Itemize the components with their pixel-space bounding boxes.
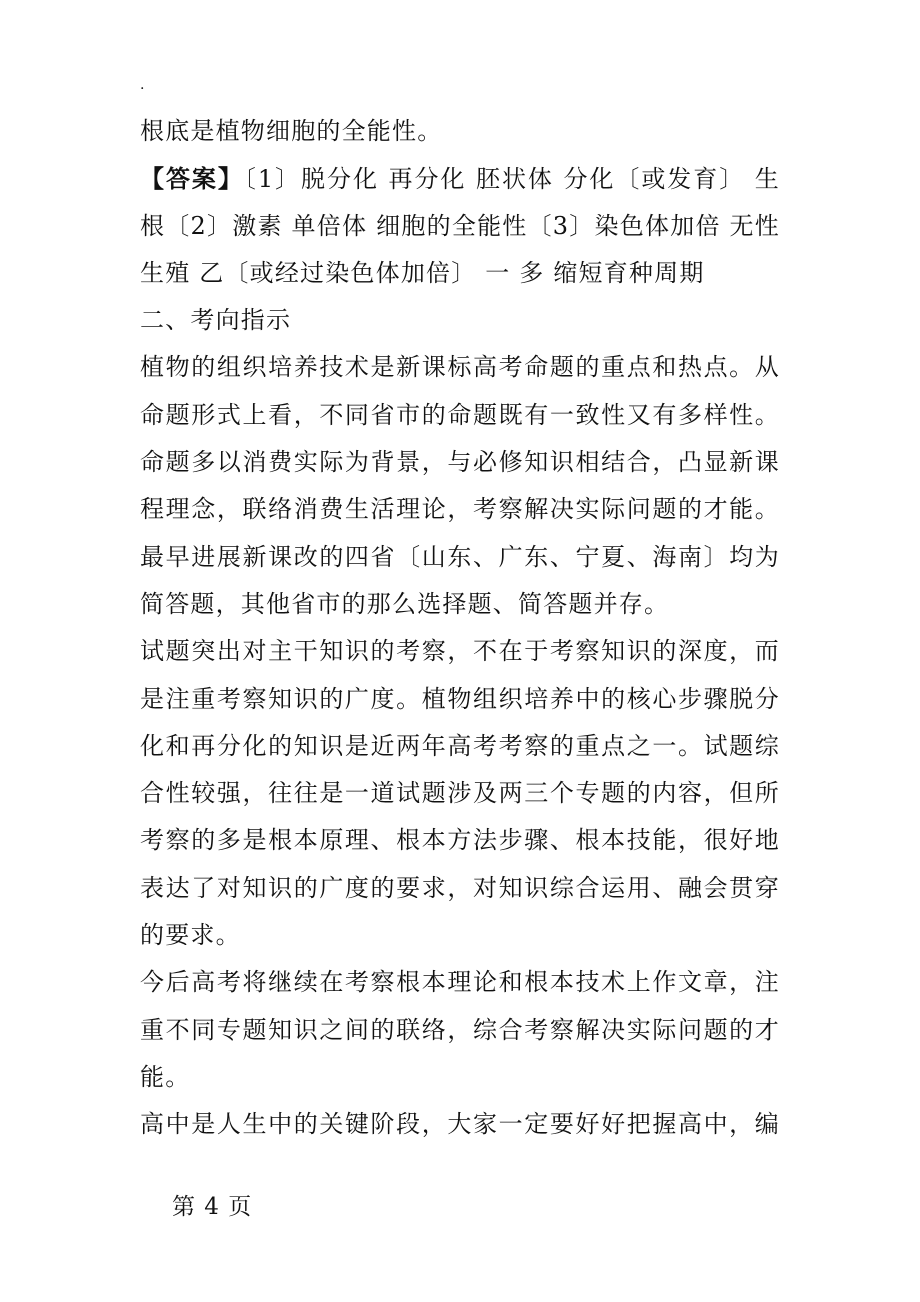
body-text bbox=[140, 108, 780, 1149]
text-line: 能。 bbox=[140, 1062, 191, 1091]
text-line: 命题多以消费实际为背景，与必修知识相结合，凸显新课 bbox=[140, 448, 780, 477]
text-line: 试题突出对主干知识的考察，不在于考察知识的深度，而 bbox=[140, 637, 780, 666]
text-line: 二、考向指示 bbox=[140, 306, 292, 335]
page-number: 第 4 页 bbox=[172, 1194, 253, 1220]
text-line: 高中是人生中的关键阶段，大家一定要好好把握高中，编 bbox=[140, 1110, 780, 1139]
answer-text: 〔1〕脱分化 再分化 胚状体 分化〔或发育〕 生 bbox=[243, 165, 780, 194]
text-line: 表达了对知识的广度的要求，对知识综合运用、融会贯穿 bbox=[140, 873, 780, 902]
text-line: 最早进展新课改的四省〔山东、广东、宁夏、海南〕均为 bbox=[140, 542, 780, 571]
text-line: 合性较强，往往是一道试题涉及两三个专题的内容，但所 bbox=[140, 779, 780, 808]
text-line: 根底是植物细胞的全能性。 bbox=[140, 117, 443, 145]
text-line: 的要求。 bbox=[140, 921, 241, 950]
text-line: 简答题，其他省市的那么选择题、简答题并存。 bbox=[140, 589, 670, 618]
text-line: 生殖 乙〔或经过染色体加倍〕 一 多 缩短育种周期 bbox=[140, 258, 705, 287]
text-line: 考察的多是根本原理、根本方法步骤、根本技能，很好地 bbox=[140, 826, 780, 855]
header-mark: . bbox=[140, 77, 145, 93]
text-line: 命题形式上看，不同省市的命题既有一致性又有多样性。 bbox=[140, 400, 780, 429]
text-line: 是注重考察知识的广度。植物组织培养中的核心步骤脱分 bbox=[140, 684, 780, 713]
answer-label: 【答案】 bbox=[140, 164, 244, 194]
text-line: 重不同专题知识之间的联络，综合考察解决实际问题的才 bbox=[140, 1015, 780, 1044]
text-line: 根〔2〕激素 单倍体 细胞的全能性〔3〕染色体加倍 无性 bbox=[140, 211, 780, 240]
text-line: 今后高考将继续在考察根本理论和根本技术上作文章，注 bbox=[140, 968, 780, 997]
text-line: 化和再分化的知识是近两年高考考察的重点之一。试题综 bbox=[140, 731, 780, 760]
text-line: 植物的组织培养技术是新课标高考命题的重点和热点。从 bbox=[140, 353, 780, 382]
text-line: 程理念，联络消费生活理论，考察解决实际问题的才能。 bbox=[140, 495, 780, 524]
text-line bbox=[140, 155, 780, 202]
